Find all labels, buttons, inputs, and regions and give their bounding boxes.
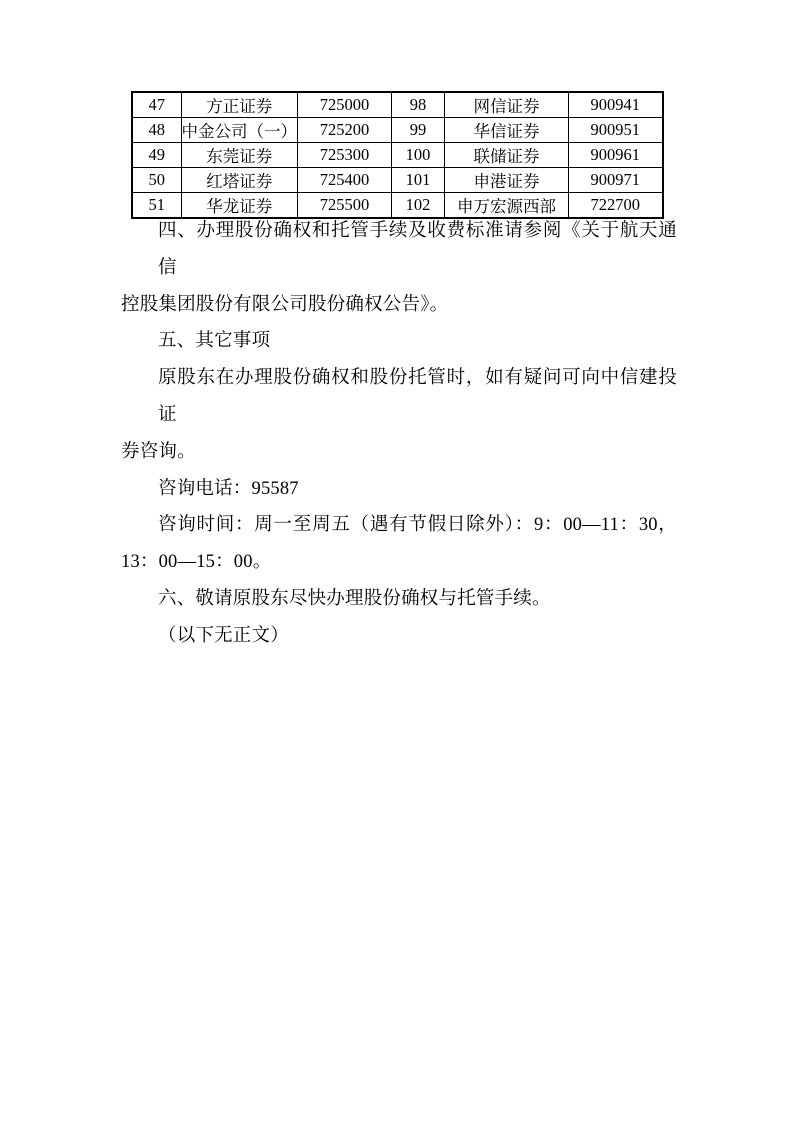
table-row [132, 118, 663, 143]
cell-code-left: 725200 [298, 118, 392, 143]
cell-code-right: 900961 [569, 143, 663, 168]
cell-seq-left: 49 [132, 143, 181, 168]
cell-code-right: 900941 [569, 92, 663, 118]
cell-code-right: 900971 [569, 168, 663, 193]
table-row [132, 168, 663, 193]
body-line-end-note: （以下无正文） [158, 625, 289, 646]
cell-name-left: 红塔证券 [181, 168, 298, 193]
body-text [121, 213, 677, 655]
table-row [132, 92, 663, 118]
cell-name-left: 华龙证券 [181, 193, 298, 219]
cell-code-right: 722700 [569, 193, 663, 219]
body-line-hours-1: 咨询时间：周一至周五（遇有节假日除外）：9：00—11：30， [158, 515, 677, 536]
cell-name-left: 中金公司（一） [181, 118, 298, 143]
cell-name-right: 网信证券 [445, 92, 569, 118]
cell-seq-right: 101 [392, 168, 445, 193]
cell-seq-left: 48 [132, 118, 181, 143]
cell-code-left: 725300 [298, 143, 392, 168]
cell-code-left: 725000 [298, 92, 392, 118]
cell-seq-left: 50 [132, 168, 181, 193]
cell-code-left: 725400 [298, 168, 392, 193]
securities-table [131, 91, 664, 219]
table-row [132, 143, 663, 168]
cell-name-right: 华信证券 [445, 118, 569, 143]
cell-name-right: 联储证券 [445, 143, 569, 168]
cell-seq-right: 102 [392, 193, 445, 219]
cell-name-left: 方正证券 [181, 92, 298, 118]
cell-seq-right: 98 [392, 92, 445, 118]
cell-seq-left: 51 [132, 193, 181, 219]
body-line-consult-1: 原股东在办理股份确权和股份托管时，如有疑问可向中信建投证 [158, 368, 677, 425]
cell-seq-right: 100 [392, 143, 445, 168]
body-line-section5-heading: 五、其它事项 [158, 331, 271, 352]
body-line-phone: 咨询电话：95587 [158, 478, 299, 499]
cell-code-left: 725500 [298, 193, 392, 219]
body-line-section4-2: 控股集团股份有限公司股份确权公告》。 [121, 294, 449, 315]
cell-name-right: 申万宏源西部 [445, 193, 569, 219]
body-line-consult-2: 券咨询。 [121, 441, 196, 462]
cell-seq-left: 47 [132, 92, 181, 118]
cell-seq-right: 99 [392, 118, 445, 143]
cell-name-right: 申港证券 [445, 168, 569, 193]
body-line-hours-2: 13：00—15：00。 [121, 552, 272, 573]
cell-code-right: 900951 [569, 118, 663, 143]
body-line-section6: 六、敬请原股东尽快办理股份确权与托管手续。 [158, 588, 551, 609]
cell-name-left: 东莞证券 [181, 143, 298, 168]
body-line-section4-1: 四、办理股份确权和托管手续及收费标准请参阅《关于航天通信 [158, 221, 677, 278]
